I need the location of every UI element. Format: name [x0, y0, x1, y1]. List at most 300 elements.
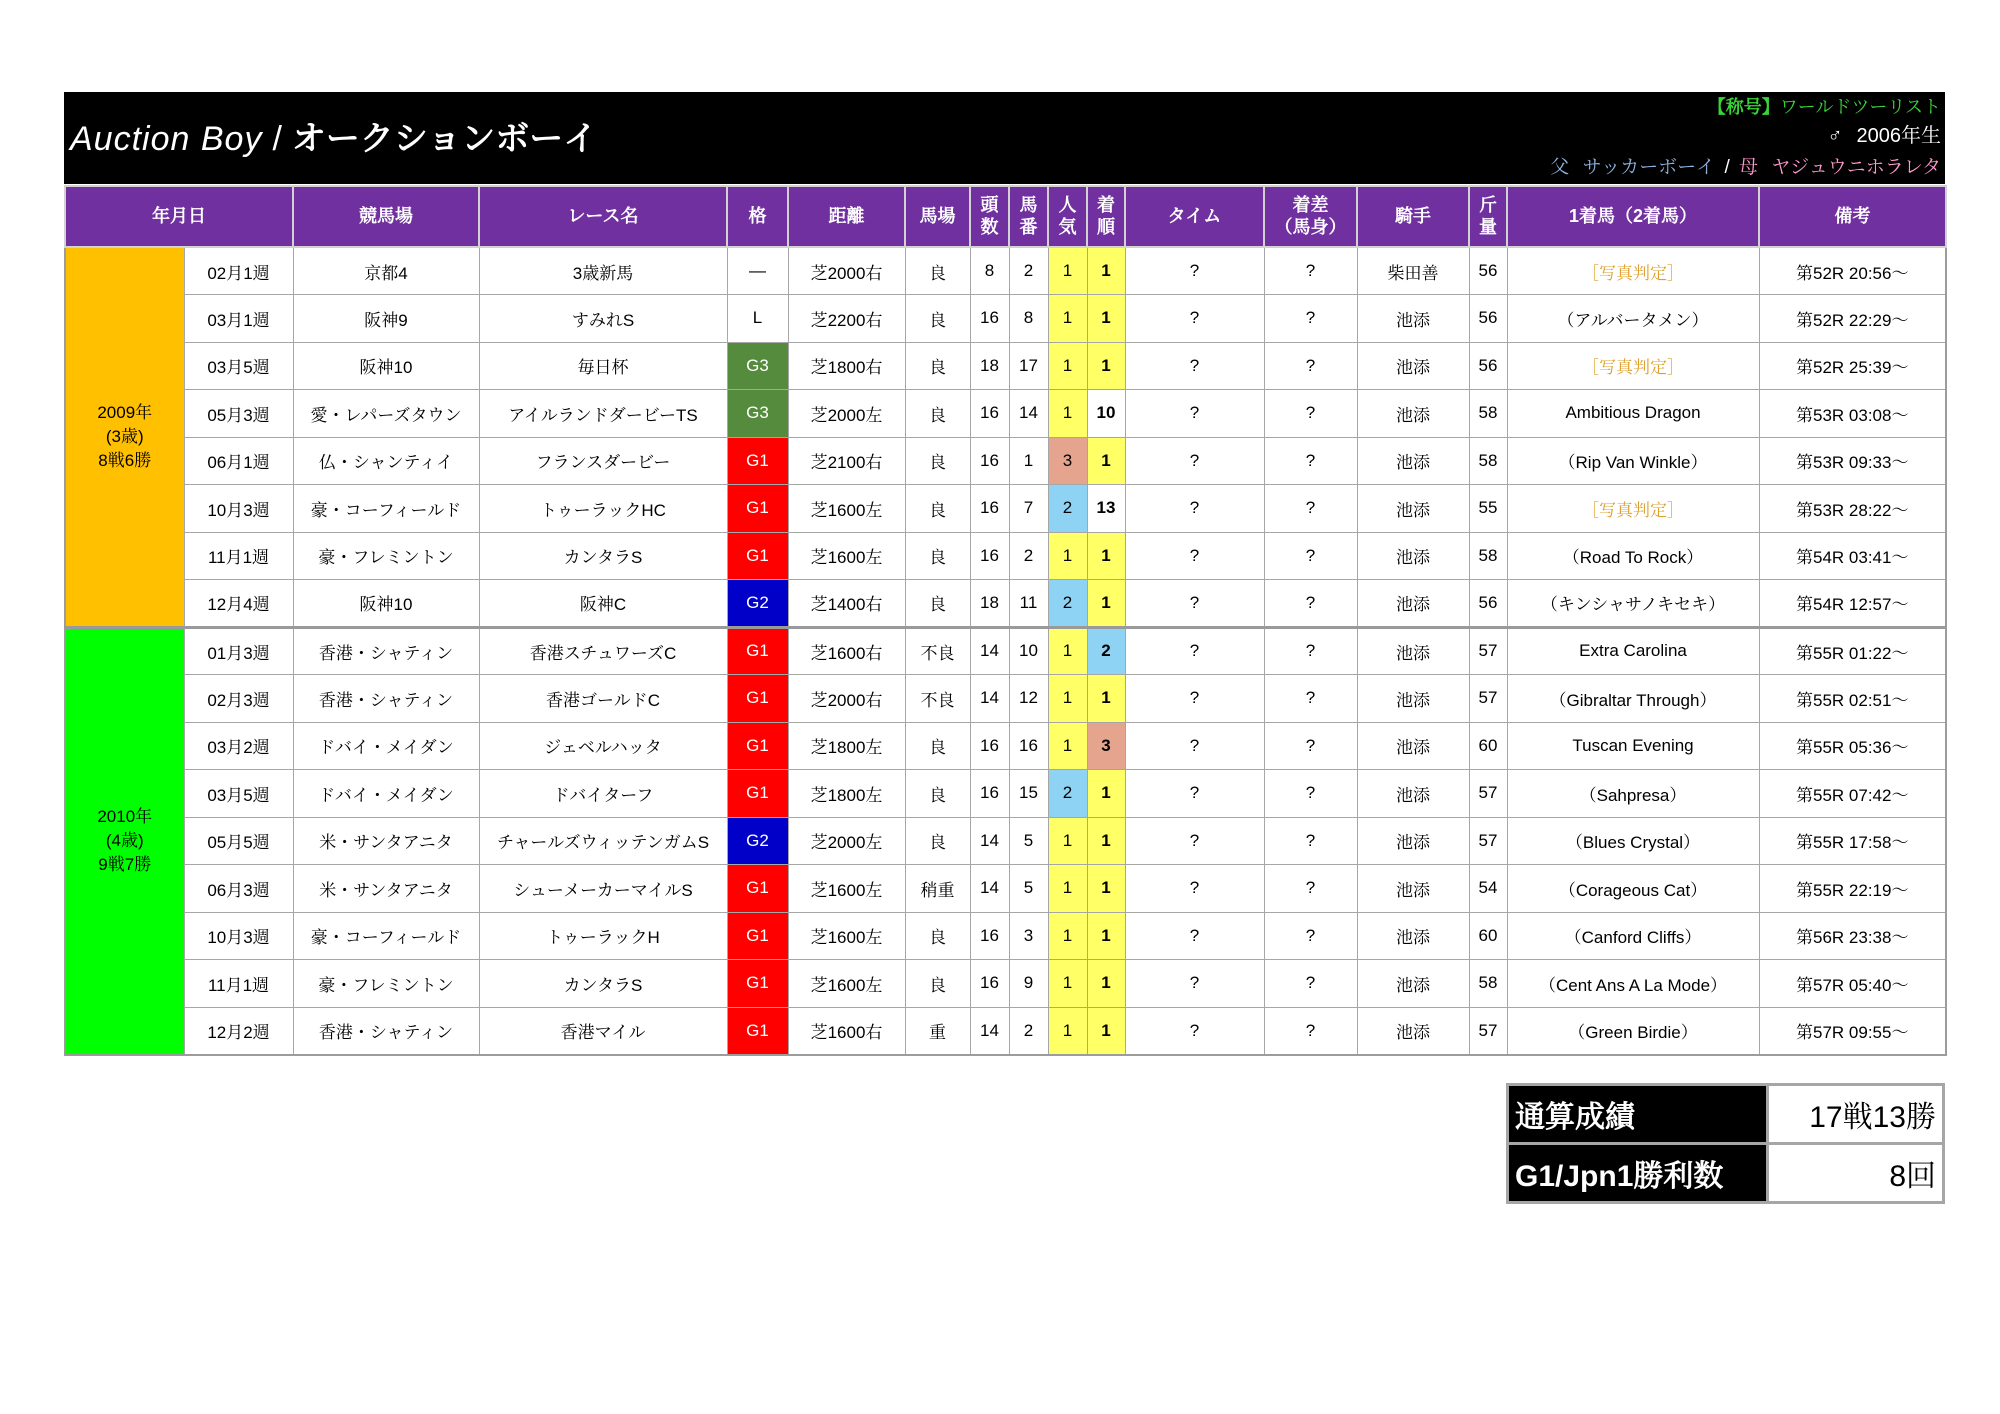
runners-cell: 16 [970, 390, 1009, 438]
table-row [65, 342, 1946, 390]
race-name-cell: 阪神C [479, 580, 727, 628]
weight-cell: 56 [1469, 580, 1507, 628]
weight-cell: 57 [1469, 817, 1507, 865]
grade-cell: G1 [727, 627, 788, 675]
runners-cell: 16 [970, 485, 1009, 533]
table-row [65, 912, 1946, 960]
margin-cell: ? [1264, 722, 1357, 770]
winner-cell: （Corageous Cat） [1507, 865, 1759, 913]
jockey-cell: 池添 [1357, 1007, 1469, 1055]
finish-cell: 1 [1087, 1007, 1125, 1055]
venue-cell: 香港・シャティン [293, 627, 479, 675]
venue-cell: 阪神10 [293, 342, 479, 390]
honor-line [1708, 95, 1941, 119]
time-cell: ? [1125, 722, 1264, 770]
table-row [65, 675, 1946, 723]
weight-cell: 60 [1469, 912, 1507, 960]
popularity-cell: 1 [1048, 532, 1087, 580]
note-cell: 第55R 05:36～ [1759, 722, 1946, 770]
note-cell: 第56R 23:38～ [1759, 912, 1946, 960]
grade-cell: G1 [727, 960, 788, 1008]
jockey-cell: 池添 [1357, 817, 1469, 865]
distance-cell: 芝1600右 [788, 1007, 905, 1055]
race-name-cell: 香港スチュワーズC [479, 627, 727, 675]
winner-cell: （キンシャサノキセキ） [1507, 580, 1759, 628]
time-cell: ? [1125, 675, 1264, 723]
venue-cell: ドバイ・メイダン [293, 770, 479, 818]
time-cell: ? [1125, 865, 1264, 913]
distance-cell: 芝1600左 [788, 532, 905, 580]
race-name-cell: シューメーカーマイルS [479, 865, 727, 913]
margin-cell: ? [1264, 912, 1357, 960]
jockey-cell: 池添 [1357, 342, 1469, 390]
finish-cell: 1 [1087, 342, 1125, 390]
runners-cell: 16 [970, 912, 1009, 960]
weight-cell: 55 [1469, 485, 1507, 533]
weight-cell: 57 [1469, 770, 1507, 818]
distance-cell: 芝1800左 [788, 770, 905, 818]
date-cell: 05月3週 [184, 390, 293, 438]
venue-cell: ドバイ・メイダン [293, 722, 479, 770]
track-condition-cell: 不良 [905, 627, 970, 675]
table-row [65, 580, 1946, 628]
venue-cell: 京都4 [293, 247, 479, 295]
grade-cell: G1 [727, 912, 788, 960]
finish-cell: 1 [1087, 912, 1125, 960]
distance-cell: 芝2100右 [788, 437, 905, 485]
jockey-cell: 池添 [1357, 295, 1469, 343]
time-cell: ? [1125, 960, 1264, 1008]
column-header-winner: 1着馬（2着馬） [1507, 186, 1759, 247]
horse-number-cell: 15 [1009, 770, 1048, 818]
finish-cell: 1 [1087, 865, 1125, 913]
runners-cell: 16 [970, 437, 1009, 485]
runners-cell: 18 [970, 342, 1009, 390]
title-separator: / [272, 120, 282, 158]
time-cell: ? [1125, 912, 1264, 960]
summary-label: 通算成績 [1508, 1085, 1768, 1144]
margin-cell: ? [1264, 390, 1357, 438]
track-condition-cell: 不良 [905, 675, 970, 723]
jockey-cell: 池添 [1357, 485, 1469, 533]
finish-cell: 1 [1087, 580, 1125, 628]
grade-cell: G3 [727, 342, 788, 390]
time-cell: ? [1125, 770, 1264, 818]
note-cell: 第55R 17:58～ [1759, 817, 1946, 865]
date-cell: 06月1週 [184, 437, 293, 485]
note-cell: 第53R 09:33～ [1759, 437, 1946, 485]
distance-cell: 芝1400右 [788, 580, 905, 628]
note-cell: 第54R 03:41～ [1759, 532, 1946, 580]
winner-cell: （Canford Cliffs） [1507, 912, 1759, 960]
table-row [65, 247, 1946, 295]
finish-cell: 1 [1087, 437, 1125, 485]
weight-cell: 56 [1469, 247, 1507, 295]
race-name-cell: トゥーラックHC [479, 485, 727, 533]
popularity-cell: 1 [1048, 865, 1087, 913]
weight-cell: 54 [1469, 865, 1507, 913]
popularity-cell: 1 [1048, 817, 1087, 865]
summary-value: 8回 [1768, 1144, 1944, 1203]
venue-cell: 香港・シャティン [293, 675, 479, 723]
career-summary-table [1506, 1083, 1945, 1204]
table-row [65, 437, 1946, 485]
grade-cell: G1 [727, 532, 788, 580]
time-cell: ? [1125, 580, 1264, 628]
time-cell: ? [1125, 485, 1264, 533]
runners-cell: 14 [970, 627, 1009, 675]
runners-cell: 16 [970, 532, 1009, 580]
popularity-cell: 1 [1048, 627, 1087, 675]
grade-cell: G1 [727, 485, 788, 533]
note-cell: 第52R 25:39～ [1759, 342, 1946, 390]
distance-cell: 芝1600左 [788, 485, 905, 533]
race-name-cell: フランスダービー [479, 437, 727, 485]
date-cell: 12月4週 [184, 580, 293, 628]
table-row [65, 722, 1946, 770]
horse-number-cell: 12 [1009, 675, 1048, 723]
time-cell: ? [1125, 295, 1264, 343]
note-cell: 第55R 02:51～ [1759, 675, 1946, 723]
jockey-cell: 池添 [1357, 437, 1469, 485]
weight-cell: 58 [1469, 437, 1507, 485]
race-table-body [65, 247, 1946, 1055]
column-header-runners: 頭 数 [970, 186, 1009, 247]
margin-cell: ? [1264, 437, 1357, 485]
winner-cell: （Road To Rock） [1507, 532, 1759, 580]
track-condition-cell: 良 [905, 912, 970, 960]
table-row [65, 295, 1946, 343]
track-condition-cell: 良 [905, 342, 970, 390]
distance-cell: 芝1600左 [788, 960, 905, 1008]
date-cell: 01月3週 [184, 627, 293, 675]
weight-cell: 56 [1469, 342, 1507, 390]
note-cell: 第55R 22:19～ [1759, 865, 1946, 913]
runners-cell: 16 [970, 960, 1009, 1008]
jockey-cell: 池添 [1357, 912, 1469, 960]
grade-cell: G1 [727, 722, 788, 770]
date-cell: 02月3週 [184, 675, 293, 723]
venue-cell: 米・サンタアニタ [293, 865, 479, 913]
horse-number-cell: 9 [1009, 960, 1048, 1008]
jockey-cell: 池添 [1357, 532, 1469, 580]
horse-number-cell: 14 [1009, 390, 1048, 438]
track-condition-cell: 良 [905, 485, 970, 533]
race-name-cell: すみれS [479, 295, 727, 343]
finish-cell: 1 [1087, 675, 1125, 723]
runners-cell: 16 [970, 770, 1009, 818]
horse-number-cell: 11 [1009, 580, 1048, 628]
winner-cell: Ambitious Dragon [1507, 390, 1759, 438]
runners-cell: 16 [970, 295, 1009, 343]
runners-cell: 14 [970, 1007, 1009, 1055]
margin-cell: ? [1264, 1007, 1357, 1055]
winner-cell: ［写真判定］ [1507, 247, 1759, 295]
finish-cell: 1 [1087, 770, 1125, 818]
race-name-cell: 香港マイル [479, 1007, 727, 1055]
popularity-cell: 1 [1048, 960, 1087, 1008]
column-header-popularity: 人 気 [1048, 186, 1087, 247]
time-cell: ? [1125, 532, 1264, 580]
weight-cell: 56 [1469, 295, 1507, 343]
margin-cell: ? [1264, 770, 1357, 818]
race-name-cell: 3歳新馬 [479, 247, 727, 295]
jockey-cell: 池添 [1357, 722, 1469, 770]
popularity-cell: 1 [1048, 1007, 1087, 1055]
date-cell: 03月5週 [184, 342, 293, 390]
winner-cell: （Gibraltar Through） [1507, 675, 1759, 723]
column-header-venue: 競馬場 [293, 186, 479, 247]
column-header-weight: 斤 量 [1469, 186, 1507, 247]
popularity-cell: 3 [1048, 437, 1087, 485]
finish-cell: 1 [1087, 532, 1125, 580]
column-header-grade: 格 [727, 186, 788, 247]
distance-cell: 芝1600左 [788, 912, 905, 960]
winner-cell: （Blues Crystal） [1507, 817, 1759, 865]
jockey-cell: 池添 [1357, 390, 1469, 438]
venue-cell: 豪・コーフィールド [293, 912, 479, 960]
popularity-cell: 1 [1048, 390, 1087, 438]
grade-cell: G1 [727, 1007, 788, 1055]
table-row [65, 627, 1946, 675]
venue-cell: 豪・コーフィールド [293, 485, 479, 533]
winner-cell: （Rip Van Winkle） [1507, 437, 1759, 485]
date-cell: 03月2週 [184, 722, 293, 770]
column-header-jockey: 騎手 [1357, 186, 1469, 247]
track-condition-cell: 良 [905, 532, 970, 580]
popularity-cell: 1 [1048, 247, 1087, 295]
popularity-cell: 2 [1048, 485, 1087, 533]
distance-cell: 芝2000左 [788, 817, 905, 865]
winner-cell: （アルバータメン） [1507, 295, 1759, 343]
table-row [65, 960, 1946, 1008]
venue-cell: 仏・シャンティイ [293, 437, 479, 485]
track-condition-cell: 重 [905, 1007, 970, 1055]
weight-cell: 57 [1469, 1007, 1507, 1055]
track-condition-cell: 良 [905, 437, 970, 485]
column-header-margin: 着差 （馬身） [1264, 186, 1357, 247]
table-row [65, 770, 1946, 818]
pedigree-line [1550, 156, 1941, 180]
horse-number-cell: 5 [1009, 817, 1048, 865]
column-header-track: 馬場 [905, 186, 970, 247]
weight-cell: 58 [1469, 960, 1507, 1008]
date-cell: 06月3週 [184, 865, 293, 913]
margin-cell: ? [1264, 532, 1357, 580]
note-cell: 第54R 12:57～ [1759, 580, 1946, 628]
jockey-cell: 池添 [1357, 960, 1469, 1008]
time-cell: ? [1125, 342, 1264, 390]
popularity-cell: 1 [1048, 912, 1087, 960]
margin-cell: ? [1264, 342, 1357, 390]
race-name-cell: トゥーラックH [479, 912, 727, 960]
note-cell: 第55R 07:42～ [1759, 770, 1946, 818]
popularity-cell: 1 [1048, 295, 1087, 343]
horse-number-cell: 17 [1009, 342, 1048, 390]
grade-cell: L [727, 295, 788, 343]
race-name-cell: チャールズウィッテンガムS [479, 817, 727, 865]
column-header-distance: 距離 [788, 186, 905, 247]
race-name-cell: ジェベルハッタ [479, 722, 727, 770]
winner-cell: Extra Carolina [1507, 627, 1759, 675]
time-cell: ? [1125, 437, 1264, 485]
grade-cell: G3 [727, 390, 788, 438]
distance-cell: 芝2000右 [788, 675, 905, 723]
note-cell: 第52R 22:29～ [1759, 295, 1946, 343]
margin-cell: ? [1264, 675, 1357, 723]
race-name-cell: カンタラS [479, 532, 727, 580]
honor-value: ワールドツーリスト [1779, 97, 1941, 117]
horse-number-cell: 16 [1009, 722, 1048, 770]
track-condition-cell: 良 [905, 770, 970, 818]
time-cell: ? [1125, 1007, 1264, 1055]
grade-cell: — [727, 247, 788, 295]
margin-cell: ? [1264, 247, 1357, 295]
column-header-race: レース名 [479, 186, 727, 247]
pedigree-separator: / [1724, 157, 1730, 178]
date-cell: 03月1週 [184, 295, 293, 343]
column-header-time: タイム [1125, 186, 1264, 247]
winner-cell: ［写真判定］ [1507, 342, 1759, 390]
sire-label: 父 [1550, 157, 1570, 178]
horse-number-cell: 3 [1009, 912, 1048, 960]
horse-title [70, 118, 597, 160]
date-cell: 10月3週 [184, 485, 293, 533]
note-cell: 第57R 09:55～ [1759, 1007, 1946, 1055]
table-row [65, 390, 1946, 438]
margin-cell: ? [1264, 485, 1357, 533]
table-row [65, 817, 1946, 865]
jockey-cell: 池添 [1357, 627, 1469, 675]
distance-cell: 芝1800右 [788, 342, 905, 390]
jockey-cell: 池添 [1357, 580, 1469, 628]
time-cell: ? [1125, 627, 1264, 675]
venue-cell: 米・サンタアニタ [293, 817, 479, 865]
birth-year: 2006年生 [1856, 125, 1941, 147]
summary-row-record [1508, 1085, 1944, 1144]
time-cell: ? [1125, 817, 1264, 865]
track-condition-cell: 良 [905, 390, 970, 438]
horse-name-english: Auction Boy [70, 120, 263, 158]
winner-cell: （Cent Ans A La Mode） [1507, 960, 1759, 1008]
grade-cell: G1 [727, 865, 788, 913]
column-header-finish: 着 順 [1087, 186, 1125, 247]
winner-cell: ［写真判定］ [1507, 485, 1759, 533]
venue-cell: 豪・フレミントン [293, 532, 479, 580]
finish-cell: 1 [1087, 817, 1125, 865]
race-record-table [64, 185, 1947, 1056]
track-condition-cell: 良 [905, 580, 970, 628]
track-condition-cell: 稍重 [905, 865, 970, 913]
venue-cell: 阪神9 [293, 295, 479, 343]
horse-number-cell: 7 [1009, 485, 1048, 533]
time-cell: ? [1125, 390, 1264, 438]
venue-cell: 豪・フレミントン [293, 960, 479, 1008]
distance-cell: 芝1600左 [788, 865, 905, 913]
finish-cell: 1 [1087, 247, 1125, 295]
table-row [65, 532, 1946, 580]
summary-value: 17戦13勝 [1768, 1085, 1944, 1144]
column-header-note: 備考 [1759, 186, 1946, 247]
popularity-cell: 1 [1048, 722, 1087, 770]
note-cell: 第53R 03:08～ [1759, 390, 1946, 438]
table-row [65, 485, 1946, 533]
honor-label: 【称号】 [1707, 97, 1780, 117]
winner-cell: （Green Birdie） [1507, 1007, 1759, 1055]
margin-cell: ? [1264, 960, 1357, 1008]
venue-cell: 阪神10 [293, 580, 479, 628]
race-name-cell: ドバイターフ [479, 770, 727, 818]
grade-cell: G2 [727, 580, 788, 628]
sire-name: サッカーボーイ [1582, 157, 1716, 178]
horse-number-cell: 10 [1009, 627, 1048, 675]
runners-cell: 14 [970, 675, 1009, 723]
weight-cell: 57 [1469, 627, 1507, 675]
grade-cell: G1 [727, 675, 788, 723]
note-cell: 第53R 28:22～ [1759, 485, 1946, 533]
date-cell: 03月5週 [184, 770, 293, 818]
dam-label: 母 [1739, 157, 1759, 178]
year-group-cell: 2010年 (4歳) 9戦7勝 [65, 627, 184, 1055]
grade-cell: G1 [727, 770, 788, 818]
date-cell: 05月5週 [184, 817, 293, 865]
horse-number-cell: 2 [1009, 1007, 1048, 1055]
male-icon: ♂ [1827, 125, 1843, 147]
time-cell: ? [1125, 247, 1264, 295]
margin-cell: ? [1264, 817, 1357, 865]
column-header-number: 馬 番 [1009, 186, 1048, 247]
jockey-cell: 池添 [1357, 865, 1469, 913]
venue-cell: 愛・レパーズタウン [293, 390, 479, 438]
winner-cell: Tuscan Evening [1507, 722, 1759, 770]
jockey-cell: 池添 [1357, 675, 1469, 723]
weight-cell: 58 [1469, 532, 1507, 580]
note-cell: 第55R 01:22～ [1759, 627, 1946, 675]
finish-cell: 1 [1087, 295, 1125, 343]
jockey-cell: 柴田善 [1357, 247, 1469, 295]
horse-number-cell: 5 [1009, 865, 1048, 913]
runners-cell: 16 [970, 722, 1009, 770]
popularity-cell: 2 [1048, 770, 1087, 818]
date-cell: 10月3週 [184, 912, 293, 960]
track-condition-cell: 良 [905, 960, 970, 1008]
race-name-cell: カンタラS [479, 960, 727, 1008]
weight-cell: 58 [1469, 390, 1507, 438]
finish-cell: 2 [1087, 627, 1125, 675]
track-condition-cell: 良 [905, 817, 970, 865]
horse-number-cell: 1 [1009, 437, 1048, 485]
date-cell: 02月1週 [184, 247, 293, 295]
summary-label: G1/Jpn1勝利数 [1508, 1144, 1768, 1203]
note-cell: 第57R 05:40～ [1759, 960, 1946, 1008]
track-condition-cell: 良 [905, 722, 970, 770]
horse-number-cell: 8 [1009, 295, 1048, 343]
date-cell: 12月2週 [184, 1007, 293, 1055]
birth-line [1828, 124, 1942, 148]
popularity-cell: 1 [1048, 675, 1087, 723]
weight-cell: 60 [1469, 722, 1507, 770]
popularity-cell: 2 [1048, 580, 1087, 628]
finish-cell: 3 [1087, 722, 1125, 770]
race-name-cell: アイルランドダービーTS [479, 390, 727, 438]
column-header-row [65, 186, 1946, 247]
grade-cell: G1 [727, 437, 788, 485]
horse-number-cell: 2 [1009, 532, 1048, 580]
distance-cell: 芝2200右 [788, 295, 905, 343]
distance-cell: 芝2000左 [788, 390, 905, 438]
distance-cell: 芝2000右 [788, 247, 905, 295]
finish-cell: 13 [1087, 485, 1125, 533]
